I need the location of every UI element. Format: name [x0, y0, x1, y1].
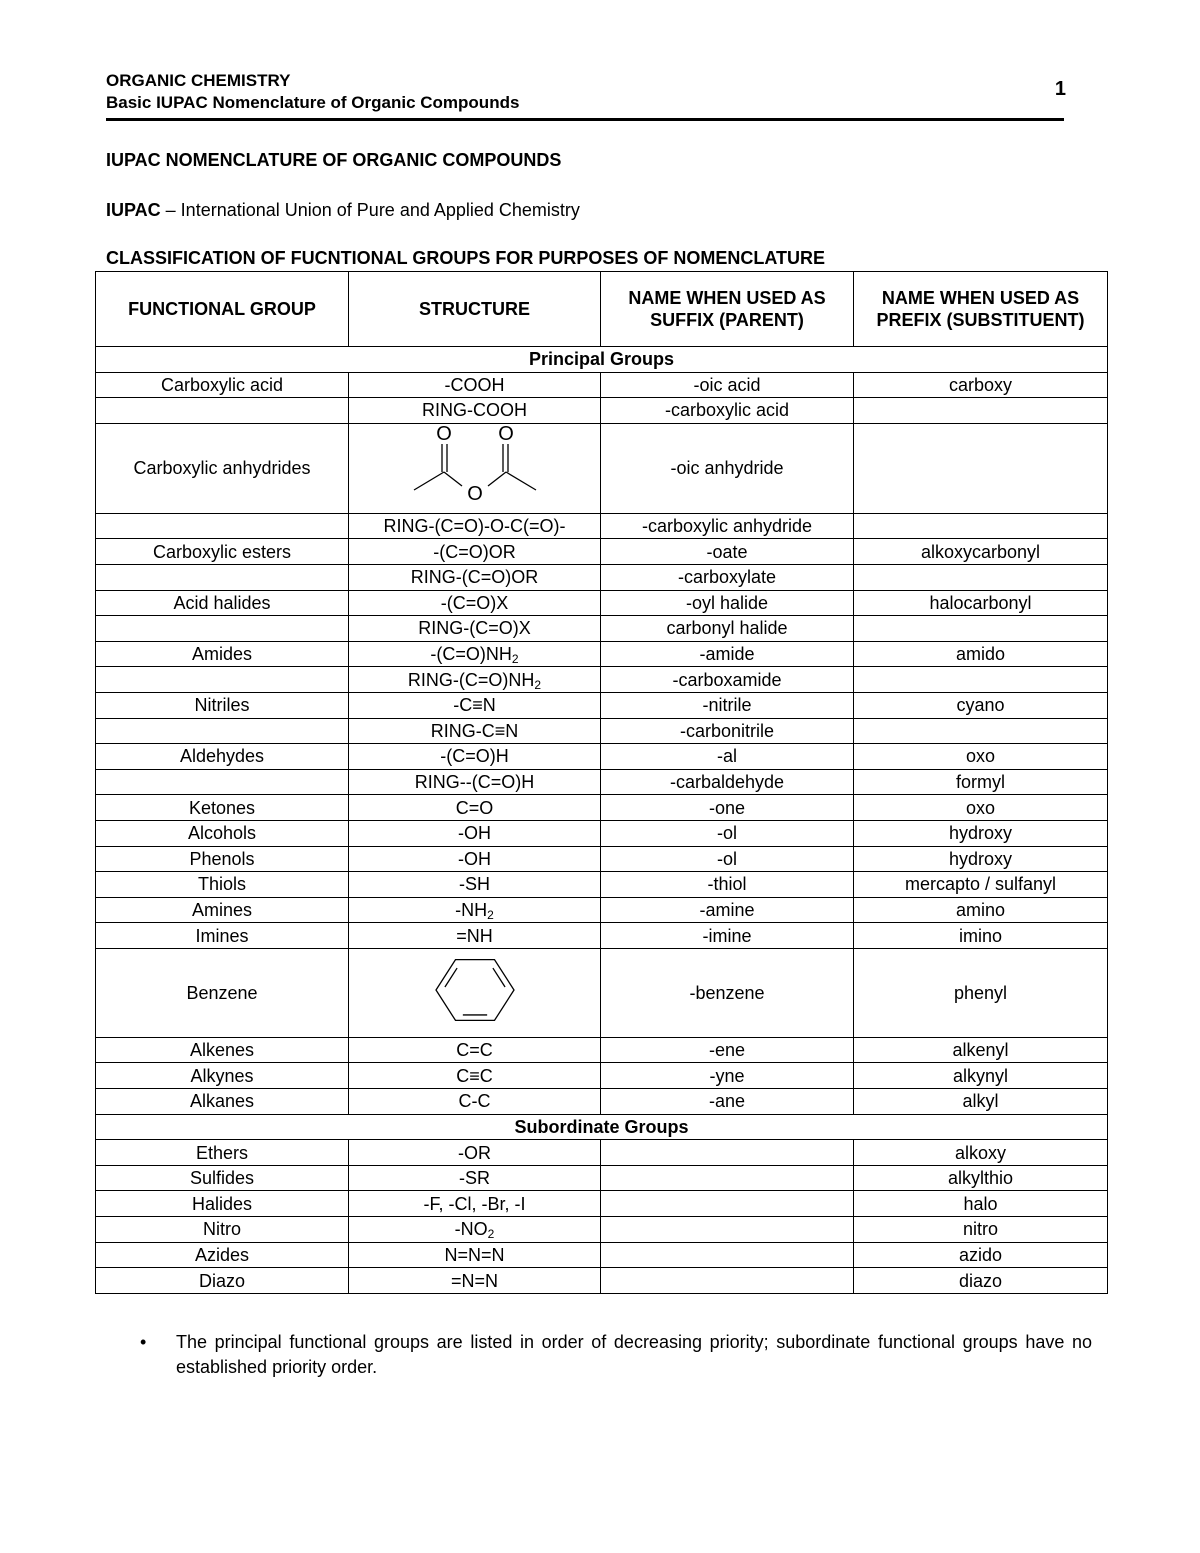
functional-group-cell: Ethers — [96, 1140, 349, 1166]
prefix-name-cell: amino — [854, 897, 1108, 923]
functional-group-cell — [96, 667, 349, 693]
prefix-name-cell: azido — [854, 1242, 1108, 1268]
prefix-name-cell — [854, 398, 1108, 424]
definition-text: – International Union of Pure and Applied Chemistry — [160, 200, 580, 220]
structure-cell: RING-$(C=O)NH_2$ — [349, 667, 601, 693]
prefix-name-cell: alkoxy — [854, 1140, 1108, 1166]
functional-group-cell: Thiols — [96, 872, 349, 898]
anhydride-structure-icon — [400, 424, 550, 508]
prefix-name-cell — [854, 718, 1108, 744]
suffix-name-cell: -carbonitrile — [601, 718, 854, 744]
table-row — [96, 590, 1108, 616]
suffix-name-cell: -ol — [601, 820, 854, 846]
oxygen-atom-label: O — [497, 423, 514, 445]
functional-groups-table — [95, 271, 1108, 1294]
structure-cell: N=N=N — [349, 1242, 601, 1268]
oxygen-atom-label: O — [435, 423, 452, 445]
definition-term: IUPAC — [106, 200, 161, 220]
suffix-name-cell: -carboxylic acid — [601, 398, 854, 424]
prefix-name-cell: carboxy — [854, 372, 1108, 398]
structure-cell: -SH — [349, 872, 601, 898]
table-row — [96, 372, 1108, 398]
prefix-name-cell: alkenyl — [854, 1037, 1108, 1063]
table-row — [96, 641, 1108, 667]
column-header: STRUCTURE — [349, 272, 601, 347]
functional-group-cell — [96, 513, 349, 539]
suffix-name-cell: -ene — [601, 1037, 854, 1063]
prefix-name-cell: alkynyl — [854, 1063, 1108, 1089]
functional-group-cell: Nitriles — [96, 692, 349, 718]
header-divider — [106, 118, 1064, 121]
structure-cell: =NH — [349, 923, 601, 949]
document-subtitle: Basic IUPAC Nomenclature of Organic Compounds — [106, 93, 520, 112]
table-row — [96, 564, 1108, 590]
table-row — [96, 897, 1108, 923]
table-row — [96, 616, 1108, 642]
suffix-name-cell: -thiol — [601, 872, 854, 898]
functional-group-cell — [96, 398, 349, 424]
functional-group-cell: Carboxylic esters — [96, 539, 349, 565]
suffix-name-cell: -carboxylate — [601, 564, 854, 590]
section-label: Subordinate Groups — [96, 1114, 1108, 1140]
functional-group-cell: Phenols — [96, 846, 349, 872]
benzene-ring-icon — [430, 950, 520, 1030]
bullet: • — [140, 1332, 147, 1352]
suffix-name-cell: -oic anhydride — [601, 423, 854, 513]
prefix-name-cell: diazo — [854, 1268, 1108, 1294]
structure-cell: $-NH_2$ — [349, 897, 601, 923]
functional-group-cell — [96, 769, 349, 795]
structure-cell — [349, 423, 601, 513]
structure-cell: RING-(C=O)-O-C(=O)- — [349, 513, 601, 539]
table-row — [96, 692, 1108, 718]
prefix-name-cell: cyano — [854, 692, 1108, 718]
suffix-name-cell: -oic acid — [601, 372, 854, 398]
course-title: ORGANIC CHEMISTRY — [106, 71, 291, 90]
column-header: FUNCTIONAL GROUP — [96, 272, 349, 347]
table-title: CLASSIFICATION OF FUCNTIONAL GROUPS FOR PURPOSES OF NOMENCLATURE — [106, 248, 826, 268]
section-heading: IUPAC NOMENCLATURE OF ORGANIC COMPOUNDS — [106, 150, 562, 170]
structure-cell: RING-C≡N — [349, 718, 601, 744]
structure-cell: RING-(C=O)X — [349, 616, 601, 642]
suffix-name-cell: -carboxylic anhydride — [601, 513, 854, 539]
table-row — [96, 872, 1108, 898]
prefix-name-cell: alkoxycarbonyl — [854, 539, 1108, 565]
suffix-name-cell: -nitrile — [601, 692, 854, 718]
table-row — [96, 718, 1108, 744]
priority-note — [140, 1330, 1092, 1380]
table-row — [96, 846, 1108, 872]
prefix-name-cell — [854, 616, 1108, 642]
functional-group-cell: Alkynes — [96, 1063, 349, 1089]
table-row — [96, 1268, 1108, 1294]
table-header-row — [96, 272, 1108, 347]
suffix-name-cell — [601, 1165, 854, 1191]
prefix-name-cell: mercapto / sulfanyl — [854, 872, 1108, 898]
prefix-name-cell: imino — [854, 923, 1108, 949]
table-row — [96, 539, 1108, 565]
table-row — [96, 744, 1108, 770]
structure-cell: C=C — [349, 1037, 601, 1063]
prefix-name-cell — [854, 564, 1108, 590]
structure-cell: -OR — [349, 1140, 601, 1166]
functional-group-cell — [96, 616, 349, 642]
prefix-name-cell: halo — [854, 1191, 1108, 1217]
suffix-name-cell: -amide — [601, 641, 854, 667]
prefix-name-cell: alkyl — [854, 1089, 1108, 1115]
table-row — [96, 1217, 1108, 1243]
prefix-name-cell: alkylthio — [854, 1165, 1108, 1191]
structure-cell: $-NO_2$ — [349, 1217, 601, 1243]
functional-group-cell — [96, 718, 349, 744]
functional-group-cell: Amides — [96, 641, 349, 667]
suffix-name-cell: -carbaldehyde — [601, 769, 854, 795]
table-row — [96, 1165, 1108, 1191]
structure-cell: -C≡N — [349, 692, 601, 718]
prefix-name-cell: formyl — [854, 769, 1108, 795]
page-header — [106, 70, 1066, 114]
suffix-name-cell: -oate — [601, 539, 854, 565]
functional-group-cell — [96, 564, 349, 590]
structure-cell: RING-(C=O)OR — [349, 564, 601, 590]
structure-cell: -F, -Cl, -Br, -I — [349, 1191, 601, 1217]
structure-cell: RING-COOH — [349, 398, 601, 424]
table-row — [96, 1037, 1108, 1063]
functional-group-cell: Alkanes — [96, 1089, 349, 1115]
principal-groups-row — [96, 347, 1108, 373]
functional-group-cell: Aldehydes — [96, 744, 349, 770]
functional-group-cell: Nitro — [96, 1217, 349, 1243]
table-row — [96, 948, 1108, 1037]
suffix-name-cell: -oyl halide — [601, 590, 854, 616]
prefix-name-cell: oxo — [854, 744, 1108, 770]
structure-cell: =N=N — [349, 1268, 601, 1294]
iupac-definition — [106, 200, 580, 221]
functional-group-cell: Ketones — [96, 795, 349, 821]
subordinate-groups-row — [96, 1114, 1108, 1140]
table-row — [96, 1089, 1108, 1115]
functional-group-cell: Diazo — [96, 1268, 349, 1294]
oxygen-atom-label: O — [466, 482, 483, 505]
table-row — [96, 769, 1108, 795]
functional-group-cell: Amines — [96, 897, 349, 923]
prefix-name-cell — [854, 423, 1108, 513]
functional-group-cell: Carboxylic acid — [96, 372, 349, 398]
table-row — [96, 1242, 1108, 1268]
functional-group-cell: Acid halides — [96, 590, 349, 616]
structure-cell: $-(C=O)NH_2$ — [349, 641, 601, 667]
table-row — [96, 398, 1108, 424]
prefix-name-cell — [854, 667, 1108, 693]
functional-group-cell: Imines — [96, 923, 349, 949]
suffix-name-cell: -al — [601, 744, 854, 770]
suffix-name-cell: -benzene — [601, 948, 854, 1037]
functional-group-cell: Sulfides — [96, 1165, 349, 1191]
structure-cell: C-C — [349, 1089, 601, 1115]
table-row — [96, 1191, 1108, 1217]
page-number: 1 — [1054, 78, 1066, 100]
suffix-name-cell — [601, 1242, 854, 1268]
prefix-name-cell: phenyl — [854, 948, 1108, 1037]
structure-cell: -(C=O)OR — [349, 539, 601, 565]
prefix-name-cell: halocarbonyl — [854, 590, 1108, 616]
suffix-name-cell: -imine — [601, 923, 854, 949]
prefix-name-cell: hydroxy — [854, 846, 1108, 872]
structure-cell: -COOH — [349, 372, 601, 398]
suffix-name-cell — [601, 1217, 854, 1243]
table-row — [96, 667, 1108, 693]
prefix-name-cell: oxo — [854, 795, 1108, 821]
note-text: The principal functional groups are listed in order of decreasing priority; subordinate functional groups have no established priority order. — [176, 1332, 1092, 1377]
suffix-name-cell — [601, 1191, 854, 1217]
functional-group-cell: Azides — [96, 1242, 349, 1268]
prefix-name-cell — [854, 513, 1108, 539]
section-label: Principal Groups — [96, 347, 1108, 373]
table-row — [96, 1063, 1108, 1089]
table-row — [96, 1140, 1108, 1166]
structure-cell: -OH — [349, 846, 601, 872]
structure-cell: C≡C — [349, 1063, 601, 1089]
column-header: NAME WHEN USED AS SUFFIX (PARENT) — [601, 272, 854, 347]
suffix-name-cell: carbonyl halide — [601, 616, 854, 642]
structure-cell: RING--(C=O)H — [349, 769, 601, 795]
suffix-name-cell: -ol — [601, 846, 854, 872]
functional-group-cell: Alkenes — [96, 1037, 349, 1063]
structure-cell: -OH — [349, 820, 601, 846]
suffix-name-cell: -ane — [601, 1089, 854, 1115]
functional-group-cell: Halides — [96, 1191, 349, 1217]
prefix-name-cell: nitro — [854, 1217, 1108, 1243]
table-row — [96, 513, 1108, 539]
suffix-name-cell — [601, 1140, 854, 1166]
functional-group-cell: Benzene — [96, 948, 349, 1037]
suffix-name-cell: -carboxamide — [601, 667, 854, 693]
functional-group-cell: Carboxylic anhydrides — [96, 423, 349, 513]
suffix-name-cell: -yne — [601, 1063, 854, 1089]
structure-cell: -(C=O)H — [349, 744, 601, 770]
table-row — [96, 923, 1108, 949]
column-header: NAME WHEN USED AS PREFIX (SUBSTITUENT) — [854, 272, 1108, 347]
structure-cell: -(C=O)X — [349, 590, 601, 616]
table-row — [96, 423, 1108, 513]
suffix-name-cell: -one — [601, 795, 854, 821]
functional-group-cell: Alcohols — [96, 820, 349, 846]
structure-cell: -SR — [349, 1165, 601, 1191]
table-row — [96, 795, 1108, 821]
table-row — [96, 820, 1108, 846]
structure-cell: C=O — [349, 795, 601, 821]
prefix-name-cell: amido — [854, 641, 1108, 667]
suffix-name-cell: -amine — [601, 897, 854, 923]
suffix-name-cell — [601, 1268, 854, 1294]
structure-cell — [349, 948, 601, 1037]
prefix-name-cell: hydroxy — [854, 820, 1108, 846]
